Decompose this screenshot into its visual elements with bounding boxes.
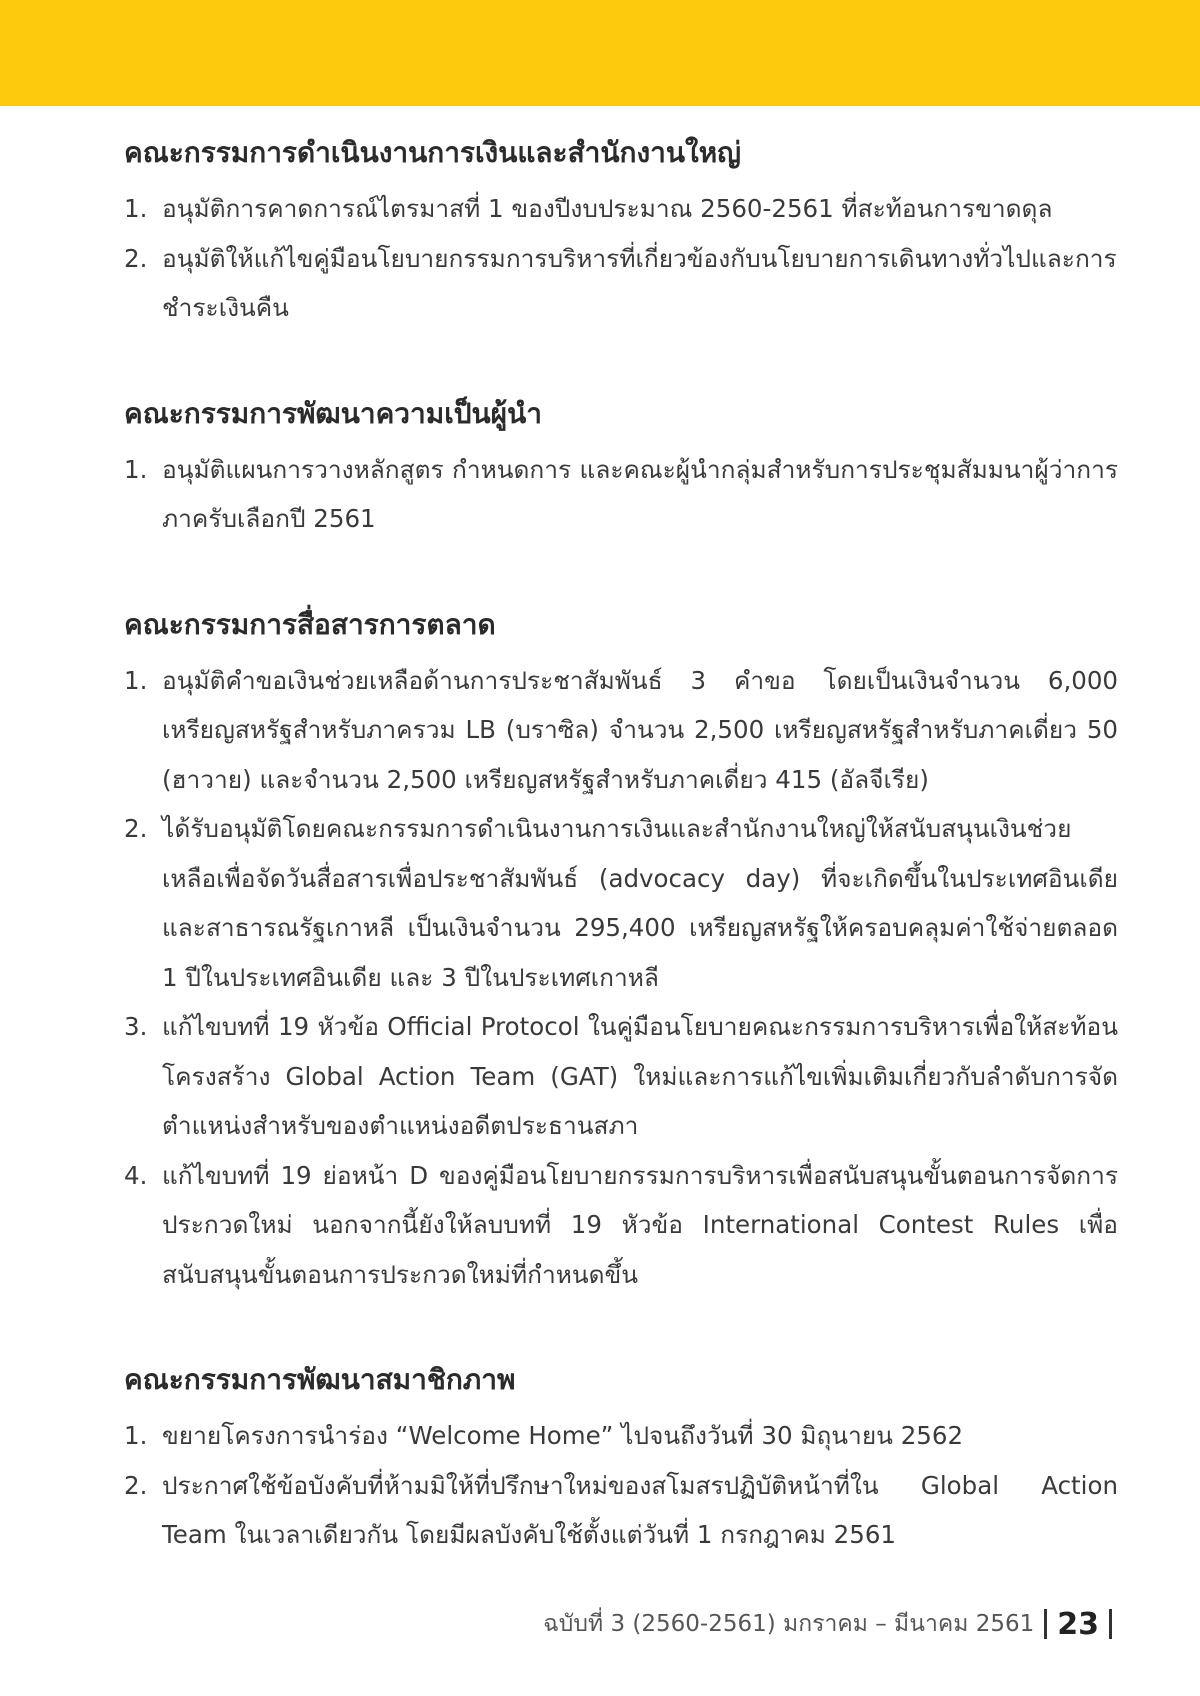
header-band [0,0,1200,106]
item-text: อนุมัติการคาดการณ์ไตรมาสที่ 1 ของปีงบประมาณ 2560-2561 ที่สะท้อนการขาดดุล [162,194,1053,223]
item-number: 3. [124,1012,148,1041]
item-text: ขยายโครงการนำร่อง “Welcome Home” ไปจนถึงวันที่ 30 มิถุนายน 2562 [162,1421,964,1450]
item-number: 2. [124,1470,148,1500]
item-text: แก้ไขบทที่ 19 หัวข้อ Official Protocol ในคู่มือนโยบายคณะกรรมการบริหารเพื่อให้สะท้อนโครงสร้าง Global Action Team (GAT) ใหม่และการแก้ไขเพิ่มเติมเกี่ยวกับลำดับการจัดตำแหน่งสำหรับของตำแหน่งอดีตประธานสภา [162,1012,1118,1140]
list-item [124,804,1118,1002]
section-finance-operations [124,128,1118,333]
list-item [124,1411,1118,1461]
section-title: คณะกรรมการดำเนินงานการเงินและสำนักงานใหญ่ [124,136,742,169]
list-item [124,1002,1118,1151]
item-text: ได้รับอนุมัติโดยคณะกรรมการดำเนินงานการเงินและสำนักงานใหญ่ให้สนับสนุนเงินช่วยเหลือเพื่อจัดวันสื่อสารเพื่อประชาสัมพันธ์ (advocacy day) ที่จะเกิดขึ้นในประเทศอินเดียและสาธารณรัฐเกาหลี เป็นเงินจำนวน 295,400 เหรียญสหรัฐให้ครอบคลุมค่าใช้จ่ายตลอด 1 ปีในประเทศอินเดีย และ 3 ปีในประเทศเกาหลี [162,814,1118,992]
item-number: 2. [124,814,148,843]
section-title: คณะกรรมการพัฒนาความเป็นผู้นำ [124,396,542,430]
item-list [124,1411,1118,1560]
item-list [124,184,1118,333]
page-content [124,128,1118,1616]
item-text: อนุมัติคำขอเงินช่วยเหลือด้านการประชาสัมพันธ์ 3 คำขอ โดยเป็นเงินจำนวน 6,000 เหรียญสหรัฐสำหรับภาครวม LB (บราซิล) จำนวน 2,500 เหรียญสหรัฐสำหรับภาคเดี่ยว 50 (ฮาวาย) และจำนวน 2,500 เหรียญสหรัฐสำหรับภาคเดี่ยว 415 (อัลจีเรีย) [162,665,1118,794]
item-number: 1. [124,194,148,223]
list-item [124,234,1118,333]
item-number: 4. [124,1160,148,1190]
item-text: อนุมัติแผนการวางหลักสูตร กำหนดการ และคณะผู้นำกลุ่มสำหรับการประชุมสัมมนาผู้ว่าการภาครับเลือกปี 2561 [162,454,1118,533]
section-leadership-development [124,389,1118,544]
list-item [124,445,1118,544]
item-text: ประกาศใช้ข้อบังคับที่ห้ามมิให้ที่ปรึกษาใหม่ของสโมสรปฏิบัติหน้าที่ใน Global Action Team ในเวลาเดียวกัน โดยมีผลบังคับใช้ตั้งแต่วันที่ 1 กรกฎาคม 2561 [162,1470,1118,1549]
section-membership-development [124,1355,1118,1560]
section-marketing-communications [124,600,1118,1300]
list-item [124,1151,1118,1300]
item-number: 2. [124,243,148,273]
list-item [124,1461,1118,1560]
item-number: 1. [124,454,148,484]
issue-label: ฉบับที่ 3 (2560-2561) มกราคม – มีนาคม 2561 [543,1611,1035,1637]
divider [1109,1609,1112,1639]
item-text: อนุมัติให้แก้ไขคู่มือนโยบายกรรมการบริหารที่เกี่ยวข้องกับนโยบายการเดินทางทั่วไปและการชำระเงินคืน [162,243,1117,322]
item-number: 1. [124,1421,148,1450]
item-number: 1. [124,665,148,695]
list-item [124,184,1118,234]
section-title: คณะกรรมการสื่อสารการตลาด [124,607,496,641]
page-number: 23 [1057,1606,1099,1642]
list-item [124,656,1118,805]
item-list [124,445,1118,544]
item-list [124,656,1118,1300]
section-title: คณะกรรมการพัฒนาสมาชิกภาพ [124,1363,516,1396]
item-text: แก้ไขบทที่ 19 ย่อหน้า D ของคู่มือนโยบายกรรมการบริหารเพื่อสนับสนุนขั้นตอนการจัดการประกวดใหม่ นอกจากนี้ยังให้ลบบทที่ 19 หัวข้อ International Contest Rules เพื่อสนับสนุนขั้นตอนการประกวดใหม่ที่กำหนดขึ้น [162,1160,1118,1289]
page-footer [543,1606,1112,1642]
divider [1044,1609,1047,1639]
